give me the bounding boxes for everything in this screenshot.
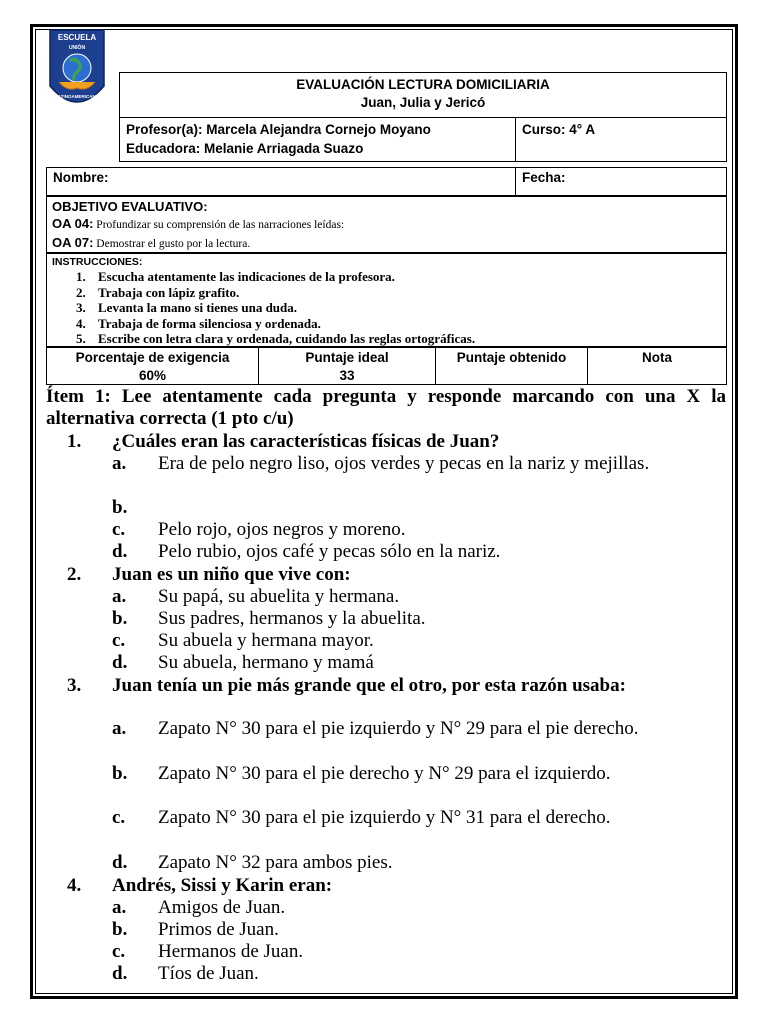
option-letter: c. [112,519,126,540]
instruction-number: 4. [76,315,86,331]
option-text: Hermanos de Juan. [158,941,304,962]
obtenido-label: Puntaje obtenido [456,350,567,365]
instructions-box [46,253,727,347]
exigencia-value: 60% [138,368,167,383]
instruction-text: Escribe con letra clara y ordenada, cuidando las reglas ortográficas. [98,331,476,346]
logo-text-mid: UNIÓN [68,45,86,51]
option-text: Su abuela y hermana mayor. [158,630,374,651]
objective-item [52,234,726,253]
exigencia-cell [46,347,259,385]
educator-name: Educadora: Melanie Arriagada Suazo [126,141,364,156]
name-field[interactable] [46,167,516,196]
option-letter: b. [112,497,128,518]
option-text: Su papá, su abuelita y hermana. [158,586,400,607]
school-logo [48,28,106,116]
objective-box [46,196,727,253]
instructions-title: INSTRUCCIONES: [52,256,143,268]
option-letter: c. [112,630,126,651]
option-text: Tíos de Juan. [158,963,259,984]
option-text: Su abuela, hermano y mamá [158,652,374,673]
question-text: ¿Cuáles eran las características físicas de Juan? [112,431,500,452]
instruction-text: Escucha atentamente las indicaciones de la profesora. [98,269,395,284]
question-number: 2. [67,564,82,585]
ideal-label: Puntaje ideal [305,350,389,365]
teacher-box [119,117,516,162]
question-number: 4. [67,875,82,896]
ideal-value: 33 [339,368,355,383]
instructions-list [52,269,726,347]
option-text: Zapato N° 30 para el pie izquierdo y N° 29 para el pie derecho. [158,718,639,739]
ideal-cell [258,347,436,385]
objective-text: Demostrar el gusto por la lectura. [96,238,251,250]
obtenido-cell[interactable] [435,347,588,385]
option-letter: b. [112,608,128,629]
option-letter: d. [112,652,128,673]
question-number: 3. [67,675,82,696]
objective-text: Profundizar su comprensión de las narraciones leídas: [96,219,345,231]
evaluation-title: EVALUACIÓN LECTURA DOMICILIARIA [296,77,550,92]
objective-item [52,215,726,234]
teacher-name: Profesor(a): Marcela Alejandra Cornejo Moyano [126,122,431,137]
instruction-item [76,300,726,316]
option-text: Amigos de Juan. [158,897,286,918]
instruction-item [76,316,726,332]
option-letter: a. [112,718,127,739]
instruction-item [76,269,726,285]
course-label: Curso: 4° A [522,122,596,137]
name-label: Nombre: [53,170,109,185]
logo-text-bottom: LATINOAMERICANA [55,94,99,99]
option-text: Zapato N° 32 para ambos pies. [158,852,393,873]
objective-title: OBJETIVO EVALUATIVO: [52,199,208,214]
option-text: Sus padres, hermanos y la abuelita. [158,608,426,629]
logo-text-top: ESCUELA [57,33,97,42]
instruction-item [76,331,726,347]
question-number: 1. [67,431,82,452]
course-box [515,117,727,162]
option-letter: c. [112,941,126,962]
option-letter: d. [112,963,128,984]
question-text: Juan es un niño que vive con: [112,564,351,585]
evaluation-subtitle: Juan, Julia y Jericó [360,95,486,110]
option-text: Pelo rubio, ojos café y pecas sólo en la nariz. [158,541,501,562]
option-letter: b. [112,763,128,784]
question-text: Juan tenía un pie más grande que el otro, por esta razón usaba: [112,675,626,696]
option-letter: a. [112,586,127,607]
option-text: Zapato N° 30 para el pie derecho y N° 29 para el izquierdo. [158,763,611,784]
option-letter: d. [112,541,128,562]
nota-cell[interactable] [587,347,727,385]
exigencia-label: Porcentaje de exigencia [75,350,230,365]
item-heading: Ítem 1: Lee atentamente cada pregunta y responde marcando con una X la alternativa correcta (1 pto c/u) [46,386,726,429]
instruction-text: Levanta la mano si tienes una duda. [98,300,298,315]
option-letter: c. [112,807,126,828]
option-letter: a. [112,897,127,918]
instruction-item [76,285,726,301]
option-letter: a. [112,453,127,474]
date-label: Fecha: [522,170,566,185]
option-text: Era de pelo negro liso, ojos verdes y pecas en la nariz y mejillas. [158,453,650,474]
date-field[interactable] [515,167,727,196]
option-text: Zapato N° 30 para el pie izquierdo y N° 31 para el derecho. [158,807,611,828]
nota-label: Nota [642,350,672,365]
instruction-number: 1. [76,269,86,284]
option-text: Primos de Juan. [158,919,279,940]
instruction-text: Trabaja con lápiz grafito. [98,284,240,300]
objective-code: OA 04: [52,216,94,231]
option-letter: b. [112,919,128,940]
instruction-number: 2. [76,284,86,300]
option-text: Pelo rojo, ojos negros y moreno. [158,519,406,540]
instruction-text: Trabaja de forma silenciosa y ordenada. [98,315,321,331]
objective-code: OA 07: [52,235,94,250]
question-text: Andrés, Sissi y Karin eran: [112,875,333,896]
option-letter: d. [112,852,128,873]
evaluation-title-box [119,72,727,118]
instruction-number: 5. [76,331,86,346]
instruction-number: 3. [76,300,86,315]
